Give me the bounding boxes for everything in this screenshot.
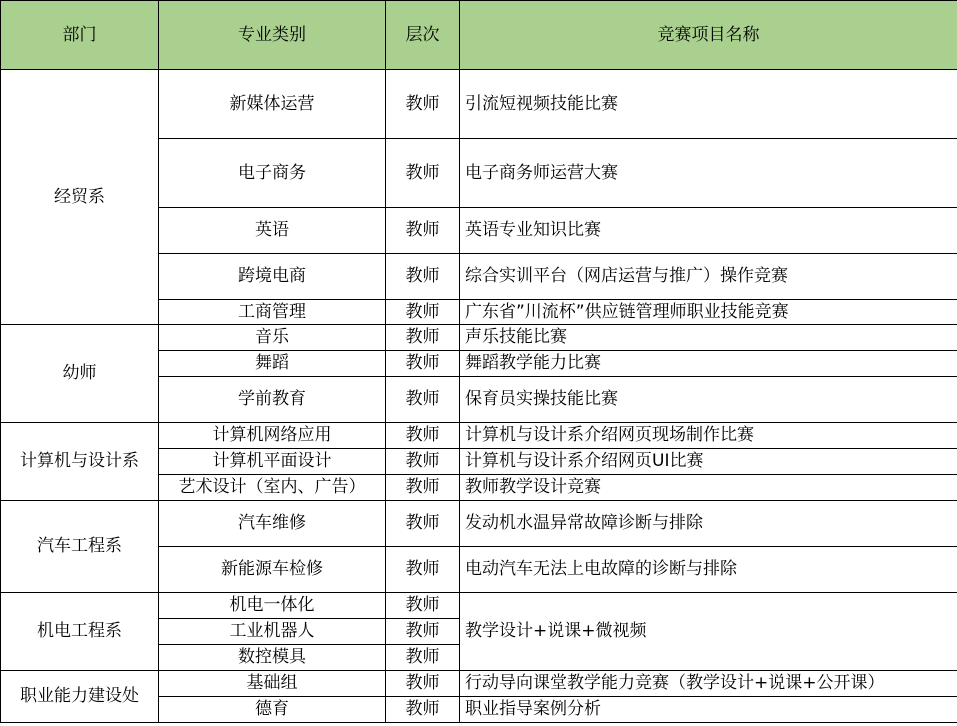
competition-cell: 引流短视频技能比赛 bbox=[460, 70, 957, 139]
competition-cell: 保育员实操技能比赛 bbox=[460, 377, 957, 423]
competition-cell: 舞蹈教学能力比赛 bbox=[460, 351, 957, 377]
department-cell: 幼师 bbox=[1, 325, 159, 423]
table-row bbox=[1, 593, 957, 619]
competition-cell: 发动机水温异常故障诊断与排除 bbox=[460, 501, 957, 547]
competition-cell: 计算机与设计系介绍网页UI比赛 bbox=[460, 449, 957, 475]
table-row bbox=[1, 501, 957, 547]
table-row bbox=[1, 671, 957, 697]
major-cell: 学前教育 bbox=[159, 377, 386, 423]
level-cell: 教师 bbox=[386, 547, 460, 593]
level-cell: 教师 bbox=[386, 593, 460, 619]
department-cell: 职业能力建设处 bbox=[1, 671, 159, 723]
major-cell: 汽车维修 bbox=[159, 501, 386, 547]
major-cell: 新能源车检修 bbox=[159, 547, 386, 593]
level-cell: 教师 bbox=[386, 325, 460, 351]
header-level: 层次 bbox=[386, 1, 460, 70]
major-cell: 艺术设计（室内、广告） bbox=[159, 475, 386, 501]
level-cell: 教师 bbox=[386, 645, 460, 671]
header-row bbox=[1, 1, 957, 70]
major-cell: 舞蹈 bbox=[159, 351, 386, 377]
competition-cell: 英语专业知识比赛 bbox=[460, 208, 957, 254]
header-competition: 竞赛项目名称 bbox=[460, 1, 957, 70]
major-cell: 工商管理 bbox=[159, 300, 386, 325]
level-cell: 教师 bbox=[386, 351, 460, 377]
level-cell: 教师 bbox=[386, 70, 460, 139]
major-cell: 音乐 bbox=[159, 325, 386, 351]
major-cell: 机电一体化 bbox=[159, 593, 386, 619]
level-cell: 教师 bbox=[386, 671, 460, 697]
major-cell: 数控模具 bbox=[159, 645, 386, 671]
competition-cell: 电子商务师运营大赛 bbox=[460, 139, 957, 208]
competition-cell: 教师教学设计竞赛 bbox=[460, 475, 957, 501]
level-cell: 教师 bbox=[386, 619, 460, 645]
major-cell: 跨境电商 bbox=[159, 254, 386, 300]
level-cell: 教师 bbox=[386, 449, 460, 475]
level-cell: 教师 bbox=[386, 254, 460, 300]
competition-cell: 教学设计+说课+微视频 bbox=[460, 593, 957, 671]
competition-cell: 综合实训平台（网店运营与推广）操作竞赛 bbox=[460, 254, 957, 300]
level-cell: 教师 bbox=[386, 377, 460, 423]
department-cell: 计算机与设计系 bbox=[1, 423, 159, 501]
major-cell: 电子商务 bbox=[159, 139, 386, 208]
department-cell: 经贸系 bbox=[1, 70, 159, 325]
table-row bbox=[1, 325, 957, 351]
level-cell: 教师 bbox=[386, 475, 460, 501]
level-cell: 教师 bbox=[386, 300, 460, 325]
competition-cell: 声乐技能比赛 bbox=[460, 325, 957, 351]
competition-cell: 计算机与设计系介绍网页现场制作比赛 bbox=[460, 423, 957, 449]
major-cell: 英语 bbox=[159, 208, 386, 254]
department-cell: 汽车工程系 bbox=[1, 501, 159, 593]
competition-cell: 行动导向课堂教学能力竞赛（教学设计+说课+公开课） bbox=[460, 671, 957, 697]
level-cell: 教师 bbox=[386, 501, 460, 547]
level-cell: 教师 bbox=[386, 697, 460, 723]
major-cell: 新媒体运营 bbox=[159, 70, 386, 139]
major-cell: 计算机网络应用 bbox=[159, 423, 386, 449]
header-major: 专业类别 bbox=[159, 1, 386, 70]
department-cell: 机电工程系 bbox=[1, 593, 159, 671]
table-row bbox=[1, 70, 957, 139]
major-cell: 计算机平面设计 bbox=[159, 449, 386, 475]
competition-cell: 广东省”川流杯”供应链管理师职业技能竞赛 bbox=[460, 300, 957, 325]
major-cell: 德育 bbox=[159, 697, 386, 723]
major-cell: 基础组 bbox=[159, 671, 386, 697]
major-cell: 工业机器人 bbox=[159, 619, 386, 645]
competition-cell: 电动汽车无法上电故障的诊断与排除 bbox=[460, 547, 957, 593]
competition-cell: 职业指导案例分析 bbox=[460, 697, 957, 723]
level-cell: 教师 bbox=[386, 423, 460, 449]
level-cell: 教师 bbox=[386, 208, 460, 254]
level-cell: 教师 bbox=[386, 139, 460, 208]
table-row bbox=[1, 423, 957, 449]
header-department: 部门 bbox=[1, 1, 159, 70]
